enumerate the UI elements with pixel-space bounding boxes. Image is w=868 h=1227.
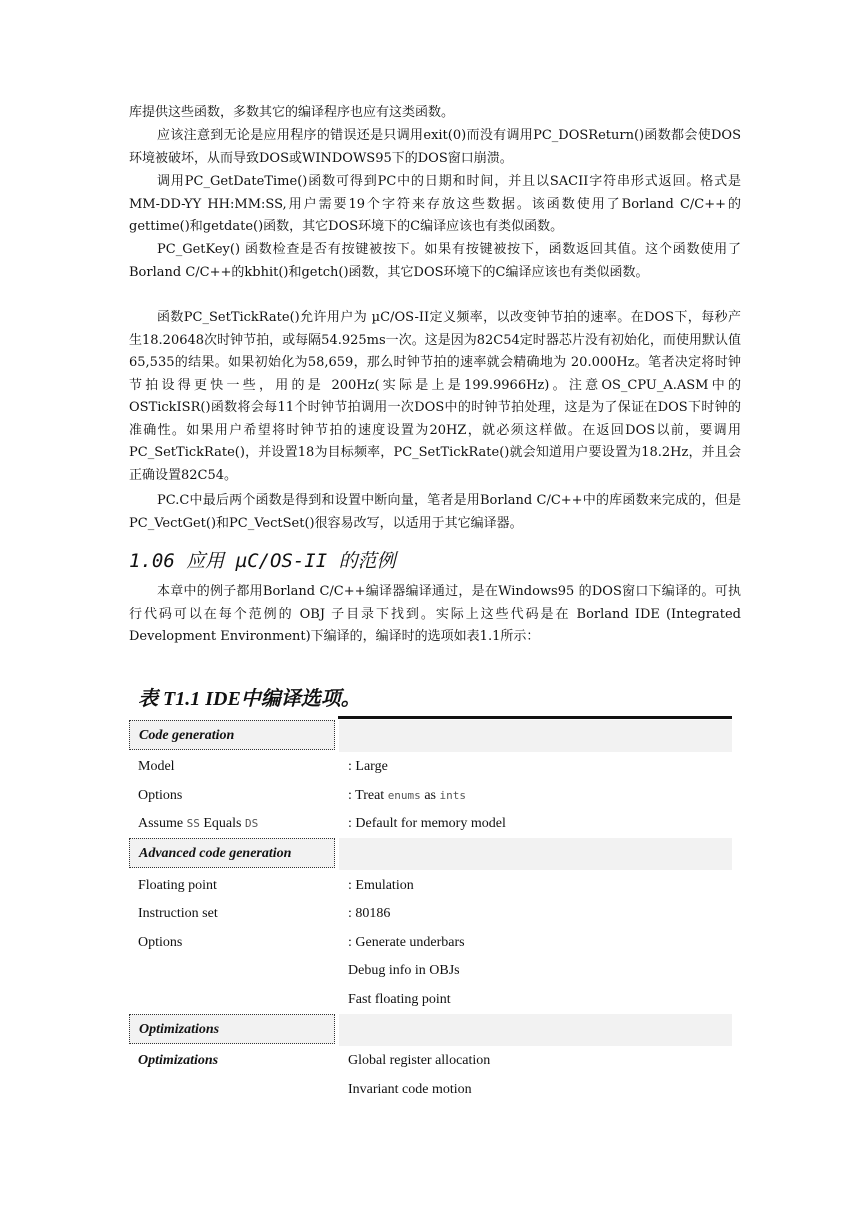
table-row bbox=[138, 932, 732, 954]
paragraph-examples: 本章中的例子都用Borland C/C++编译器编译通过，是在Windows95 的DOS窗口下编译的。可执行代码可以在每个范例的 OBJ 子目录下找到。实际上这些代码是在 Borland IDE (Integrated Development Environment)下编译的，编译时的选项如表1.1所示： bbox=[129, 584, 741, 644]
row-value: Debug info in OBJs bbox=[348, 963, 460, 978]
row-key: Options bbox=[138, 788, 183, 803]
row-key: Optimizations bbox=[138, 1053, 219, 1068]
paragraph-library: 库提供这些函数，多数其它的编译程序也应有这类函数。 bbox=[129, 105, 455, 120]
table-row bbox=[138, 785, 732, 807]
row-key: Model bbox=[138, 759, 175, 774]
table-top-rule bbox=[338, 716, 732, 719]
row-value: : Emulation bbox=[348, 878, 414, 893]
table-row bbox=[138, 903, 732, 925]
group-label-optimizations: Optimizations bbox=[129, 1014, 335, 1044]
row-key: Instruction set bbox=[138, 906, 218, 921]
table-row bbox=[138, 756, 732, 778]
table-row bbox=[138, 1079, 732, 1101]
table-group-header bbox=[129, 838, 732, 870]
section-title: 1.06 应用 µC/OS-II 的范例 bbox=[129, 550, 396, 572]
paragraph-dos-return: 应该注意到无论是应用程序的错误还是只调用exit(0)而没有调用PC_DOSReturn()函数都会使DOS环境被破坏，从而导致DOS或WINDOWS95下的DOS窗口崩溃。 bbox=[129, 128, 741, 166]
row-value: : Treat enums as ints bbox=[348, 788, 466, 803]
table-row bbox=[138, 960, 732, 982]
row-value: : Large bbox=[348, 759, 388, 774]
group-shade bbox=[339, 838, 732, 870]
table-row bbox=[138, 813, 732, 835]
group-shade bbox=[339, 720, 732, 752]
paragraph-get-key: PC_GetKey() 函数检查是否有按键被按下。如果有按键被按下，函数返回其值。这个函数使用了Borland C/C++的kbhit()和getch()函数，其它DOS环境下的C编译应该也有类似函数。 bbox=[129, 242, 741, 280]
paragraph-vectors: PC.C中最后两个函数是得到和设置中断向量，笔者是用Borland C/C++中的库函数来完成的，但是PC_VectGet()和PC_VectSet()很容易改写，以适用于其它编译器。 bbox=[129, 493, 741, 531]
table-row bbox=[138, 875, 732, 897]
table-caption: 表 T1.1 IDE中编译选项。 bbox=[138, 688, 361, 710]
group-label-code-generation: Code generation bbox=[129, 720, 335, 750]
row-value: Global register allocation bbox=[348, 1053, 491, 1068]
table-row bbox=[138, 989, 732, 1011]
row-key: Floating point bbox=[138, 878, 217, 893]
table-group-header bbox=[129, 720, 732, 752]
paragraph-set-tick-rate: 函数PC_SetTickRate()允许用户为 µC/OS-II定义频率，以改变钟节拍的速率。在DOS下，每秒产生18.20648次时钟节拍，或每隔54.925ms一次。这是因为82C54定时器芯片没有初始化，而使用默认值65,535的结果。如果初始化为58,659，那么时钟节拍的速率就会精确地为 20.000Hz。笔者决定将时钟节拍设得更快一些，用的是 200Hz(实际是上是199.9966Hz)。注意OS_CPU_A.ASM中的OSTickISR()函数将会每11个时钟节拍调用一次DOS中的时钟节拍处理，这是为了保证在DOS下时钟的准确性。如果用户希望将时钟节拍的速度设置为20HZ，就必须这样做。在返回DOS以前，要调用PC_SetTickRate()，并设置18为目标频率，PC_SetTickRate()就会知道用户要设置为18.2Hz，并且会正确设置82C54。 bbox=[129, 310, 741, 483]
row-value: : 80186 bbox=[348, 906, 391, 921]
group-shade bbox=[339, 1014, 732, 1046]
row-value: Fast floating point bbox=[348, 992, 451, 1007]
row-value: Invariant code motion bbox=[348, 1082, 472, 1097]
table-row bbox=[138, 1050, 732, 1072]
row-key: Assume SS Equals DS bbox=[138, 816, 259, 831]
row-value: : Default for memory model bbox=[348, 816, 506, 831]
row-value: : Generate underbars bbox=[348, 935, 465, 950]
paragraph-get-date-time: 调用PC_GetDateTime()函数可得到PC中的日期和时间，并且以SACII字符串形式返回。格式是MM-DD-YY HH:MM:SS,用户需要19个字符来存放这些数据。该函数使用了Borland C/C++的gettime()和getdate()函数，其它DOS环境下的C编译应该也有类似函数。 bbox=[129, 174, 741, 234]
group-label-advanced-code-generation: Advanced code generation bbox=[129, 838, 335, 868]
table-group-header bbox=[129, 1014, 732, 1046]
row-key: Options bbox=[138, 935, 183, 950]
